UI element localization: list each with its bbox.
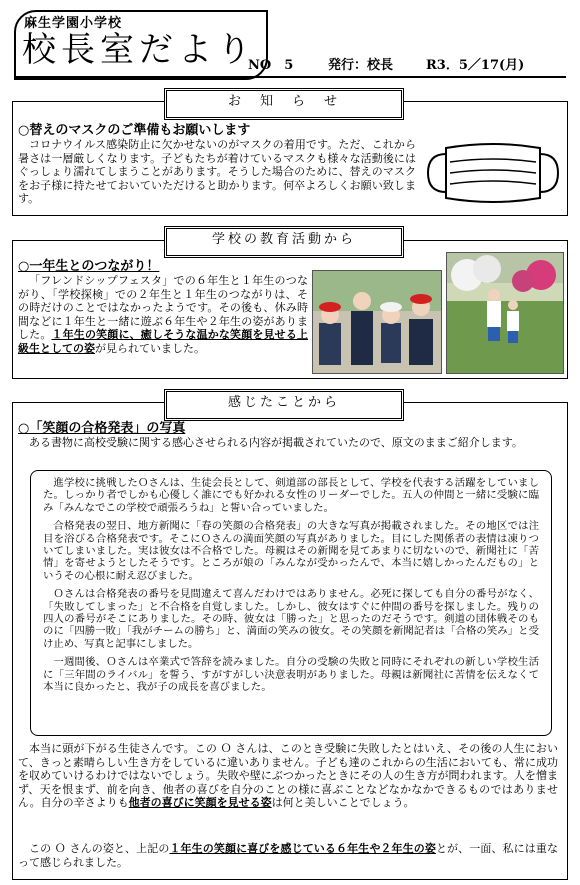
reflection-closing-2 <box>18 842 558 869</box>
students-photo-1 <box>312 270 442 374</box>
quote-paragraph: Ｏさんは合格発表の番号を見間違えて喜んだわけではありません。必死に探しても自分の番号がなく、「失敗してしまった」と不合格を自覚しました。しかし、彼女はすぐに仲間の番号を探しました。残りの四人の番号がそこにありました。その時、彼女は「勝った」と思ったのだそうです。剣道の団体戦そのものに「四勝一敗」「我がチームの勝ち」と、満面の笑みの彼女。その笑顔を新聞記者は「合格の笑み」と受け止め、写真と記事にしました。 <box>43 588 539 650</box>
education-heading: ○一年生とのつながり！ <box>18 259 160 274</box>
reflection-closing-1 <box>18 742 558 810</box>
notice-heading: ○替えのマスクのご準備もお願いします <box>18 123 251 138</box>
closing-1-emphasis: 他者の喜びに笑顔を見せる姿 <box>128 796 272 810</box>
quote-paragraph: 合格発表の翌日、地方新聞に「春の笑顔の合格発表」の大きな写真が掲載されました。その地区では注目を浴びる合格発表です。そこにＯさんの満面笑顔の写真がありました。目にした関係者の表情は凍りついてしまいました。実は彼女は不合格でした。母親はその新聞を見てあまりに切ないので、新聞社に「苦情」を寄せようとしたそうです。ところが娘の「みんなが受かったんで、本当に嬉しかったんだもの」というその心根に耐え忍びました。 <box>43 520 539 582</box>
education-banner: 学校の教育活動から <box>164 226 404 258</box>
issue-number: NO 5 <box>248 58 294 73</box>
notice-banner: お 知 ら せ <box>164 88 404 120</box>
quote-paragraph: 一週間後、Ｏさんは卒業式で答辞を読みました。自分の受験の失敗と同時にそれぞれの新しい学校生活に「三年間のライバル」を誓う、すがすがしい決意表明がありました。母親は新聞社に苦情を伝えなくて本当に良かったと、我が子の成長を喜びました。 <box>43 656 539 694</box>
reflection-intro: ある書物に高校受験に関する感心させられる内容が掲載されていたので、原文のままご紹介します。 <box>29 436 523 449</box>
students-photo-2 <box>446 252 564 374</box>
closing-1-text: 本当に頭が下がる生徒さんです。この Ｏ さんは、このとき受験に失敗したとはいえ、その後の人生において、きっと素晴らしい生き方をしているに違いありません。子ども達のこれからの生活においても、常に成功を収めていけるわけではないでしょう。失敗や壁にぶつかったときにその人の生き方が問われます。人を憎まず、天を恨まず、前を向き、他者の喜びを自分のことの様に喜ぶことなどなかなかできるものではありません。自分の辛さよりも <box>18 742 558 810</box>
quote-paragraph: 進学校に挑戦したＯさんは、生徒会長として、剣道部の部長として、学校を代表する活躍をしていました。しっかり者でしかも心優しく誰にでも好かれる女性のリーダーでした。五人の仲間と一緒に受験に臨み「みんなでこの学校で頑張ろうね」と誓い合っていました。 <box>43 477 539 514</box>
quoted-passage <box>30 470 552 736</box>
education-body-emphasis: １年生の笑顔に、癒しそうな温かな笑顔を見せる上級生としての姿 <box>18 328 309 355</box>
closing-2-emphasis: １年生の笑顔に喜びを感じている６年生や２年生の姿 <box>169 842 436 855</box>
closing-2-tail: とが、一面、私には重なって感じられました。 <box>18 842 558 869</box>
reflection-banner: 感じたことから <box>164 389 404 421</box>
issue-date: R3．5／17(月) <box>426 58 525 73</box>
education-body <box>18 274 308 356</box>
education-body-text: 「フレンドシップフェスタ」での６年生と１年生のつながり、「学校探検」での２年生と１年生のつながりは、その時だけのことではなかったようです。その後も、休み時間などに１年生と一緒に遊ぶ６年生や２年生の姿がありました。 <box>18 274 308 342</box>
education-body-tail: が見られていました。 <box>95 341 205 355</box>
newsletter-title: 校長室だより <box>22 30 256 70</box>
mask-icon <box>424 140 562 206</box>
reflection-heading: ○「笑顔の合格発表」の写真 <box>18 421 186 436</box>
notice-body: コロナウイルス感染防止に欠かせないのがマスクの着用です。ただ、これから暑さは一層厳しくなります。子どもたちが着けているマスクも様々な活動後にはぐっしょり濡れてしまうことがあります。そうした場合のために、替えのマスクをお子様に持たせておいていただけると助かります。何卒よろしくお願い致します。 <box>18 138 416 206</box>
closing-2-text: この Ｏ さんの姿と、上記の <box>29 842 170 855</box>
header-rule <box>14 76 566 78</box>
closing-1-tail: は何と美しいことでしょう。 <box>271 796 415 810</box>
school-name: 麻生学園小学校 <box>24 16 123 31</box>
issuer: 発行：校長 <box>328 58 394 73</box>
